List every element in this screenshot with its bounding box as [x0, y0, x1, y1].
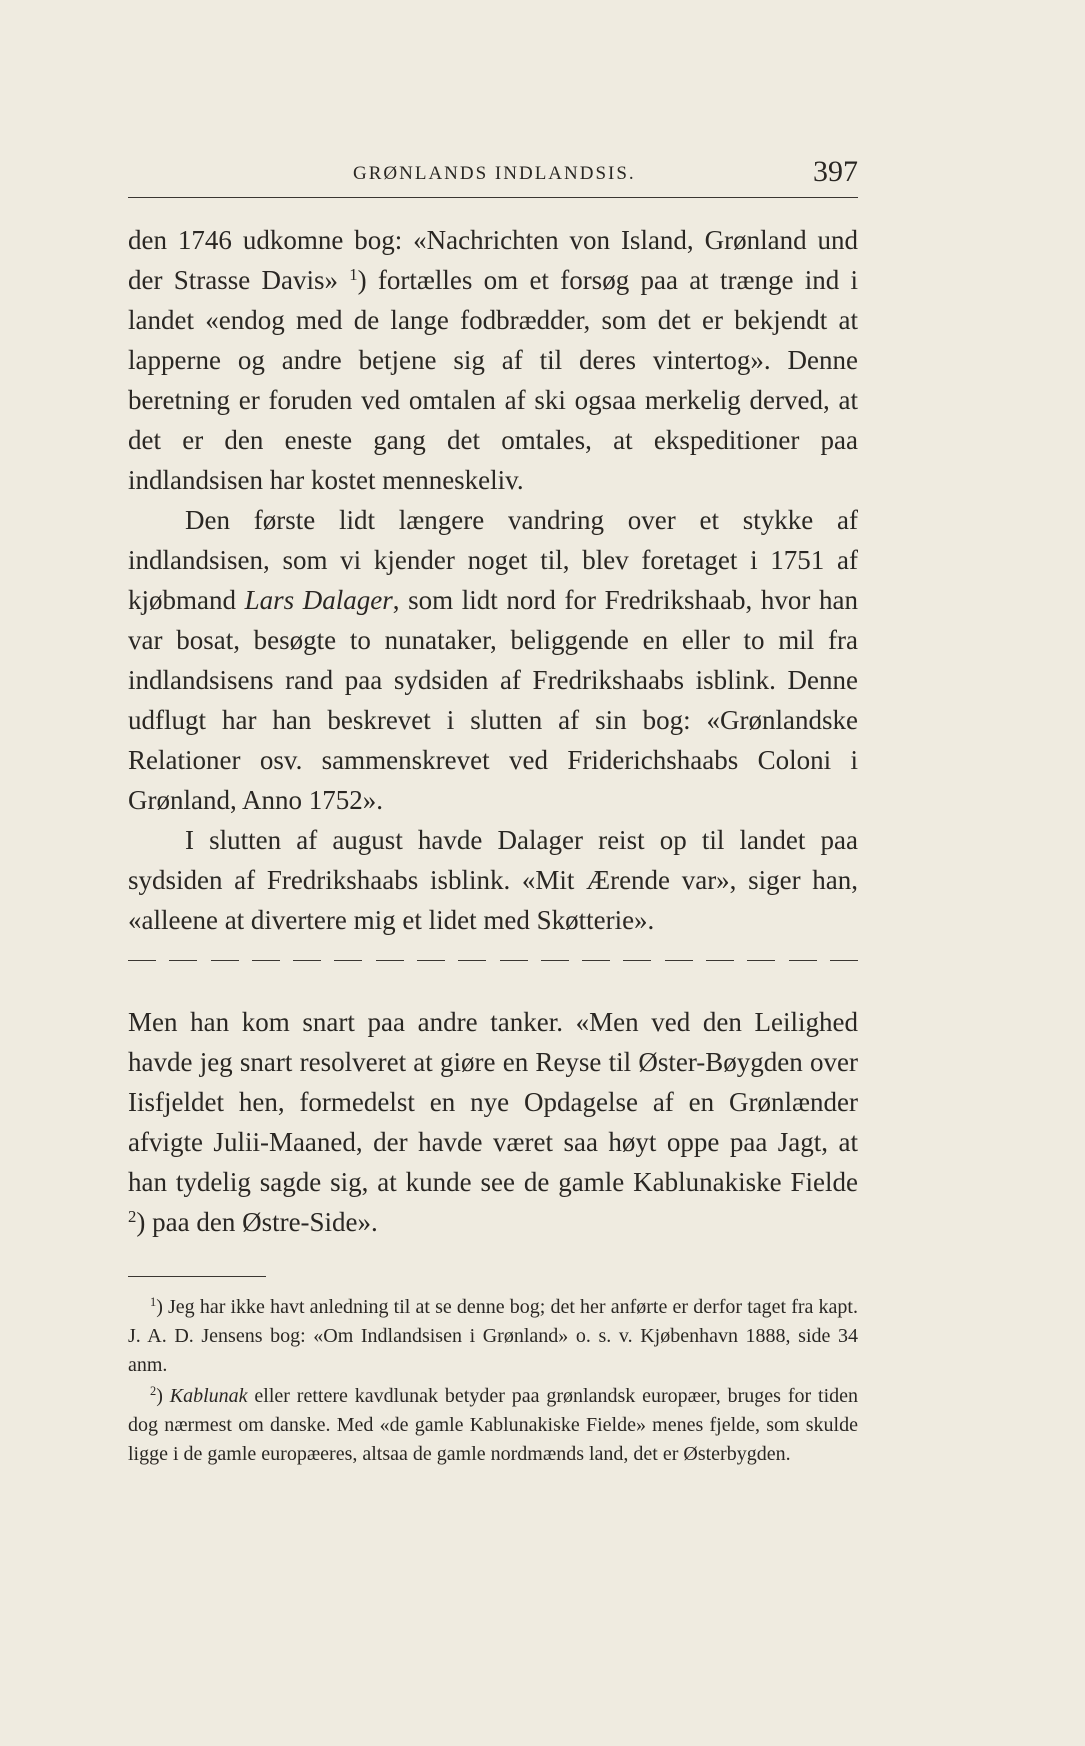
- footnote-rule: [128, 1276, 266, 1277]
- paragraph-4: [128, 1002, 858, 1242]
- paragraph-3: I slutten af august havde Dalager reist op til landet paa sydsiden af Fredrikshaabs isblink. «Mit Ærende var», siger han, «alleene at divertere mig et lidet med Skøtterie».: [128, 825, 858, 935]
- page-number: 397: [813, 155, 858, 188]
- footnote-1-text: ) Jeg har ikke havt anledning til at se denne bog; det her anførte er derfor taget fra kapt. J. A. D. Jensens bog: «Om Indlandsisen i Grønland» o. s. v. Kjøbenhavn 1888, side 34 anm.: [128, 1296, 858, 1376]
- section-gap: [128, 980, 858, 1002]
- footnote-2: [128, 1382, 858, 1469]
- paragraph-4-text: Men han kom snart paa andre tanker. «Men ved den Leilighed havde jeg snart resolveret at giøre en Reyse til Øster-Bøygden over Iisfjeldet hen, formedelst en nye Opdagelse af en Grønlænder afvigte Julii-Maaned, der havde været saa høyt oppe paa Jagt, at han tydelig sagde sig, at kunde see de gamle Kablunakiske Fielde: [128, 1007, 858, 1197]
- paragraph-1: [128, 220, 858, 500]
- paragraph-2-text: Den første lidt længere vandring over et stykke af indlandsisen, som vi kjender noget til, blev foretaget i 1751 af kjøbmand: [128, 505, 858, 615]
- footnote-ref-2: 2: [128, 1206, 137, 1226]
- person-name: Lars Dalager: [244, 585, 393, 615]
- footnote-1-mark: 1: [150, 1295, 157, 1310]
- header-rule: [128, 197, 858, 198]
- paragraph-4-text-cont: ) paa den Østre-Side».: [136, 1207, 378, 1237]
- running-title: GRØNLANDS INDLANDSIS.: [353, 163, 636, 184]
- paragraph-1-text-cont: ) fortælles om et forsøg paa at trænge ind i landet «endog med de lange fodbrædder, som det er bekjendt at lapperne og andre betjene sig af til deres vintertog». Denne beretning er foruden ved omtalen af ski ogsaa merkelig derved, at det er den eneste gang det omtales, at ekspeditioner paa indlandsisen har kostet menneskeliv.: [128, 265, 858, 495]
- paragraph-1-text: den 1746 udkomne bog: «Nachrichten von Island, Grønland und der Strasse Davis»: [128, 225, 858, 295]
- page-header: [128, 155, 858, 195]
- footnote-2-mark: 2: [150, 1384, 157, 1399]
- paragraph-2: [128, 500, 858, 820]
- footnote-ref-1: 1: [349, 264, 358, 284]
- footnote-2-text: ): [156, 1385, 170, 1407]
- main-text: [128, 220, 858, 1242]
- footnote-2-term: Kablunak: [169, 1385, 248, 1407]
- footnote-2-text-cont: eller rettere kavdlunak betyder paa grønlandsk europæer, bruges for tiden dog nærmest om danske. Med «de gamle Kablunakiske Fielde» menes fjelde, som skulde ligge i de gamle europæeres, altsaa de gamle nordmænds land, det er Østerbygden.: [128, 1385, 859, 1465]
- section-break-dashes: [128, 940, 858, 980]
- paragraph-2-text-cont: , som lidt nord for Fredrikshaab, hvor han var bosat, besøgte to nunataker, beliggende en eller to mil fra indlandsisens rand paa sydsiden af Fredrikshaabs isblink. Denne udflugt har han beskrevet i slutten af sin bog: «Grønlandske Relationer osv. sammenskrevet ved Friderichshaabs Coloni i Grønland, Anno 1752».: [128, 585, 858, 815]
- footnote-1: [128, 1293, 858, 1380]
- footnotes: [128, 1293, 858, 1469]
